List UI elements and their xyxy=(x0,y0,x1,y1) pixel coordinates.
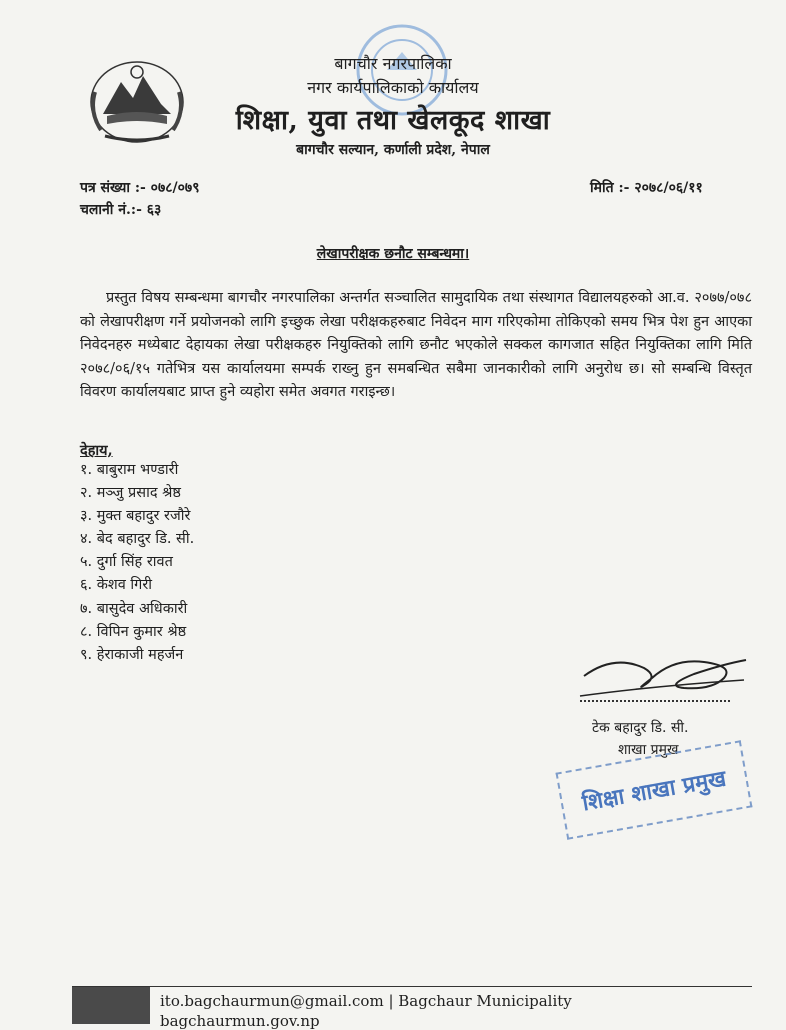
footer-website: bagchaurmun.gov.np xyxy=(160,1012,320,1030)
footer-contact: ito.bagchaurmun@gmail.com | Bagchaur Municipality xyxy=(160,992,572,1010)
list-item: ५. दुर्गा सिंह रावत xyxy=(80,554,173,571)
address: बागचौर सल्यान, कर्णाली प्रदेश, नेपाल xyxy=(296,142,490,158)
office-name: नगर कार्यपालिकाको कार्यालय xyxy=(307,78,479,97)
letter-date: मिति :- २०७८/०६/११ xyxy=(590,180,703,196)
list-item: ८. विपिन कुमार श्रेष्ठ xyxy=(80,623,187,640)
signature-line xyxy=(580,700,730,702)
list-item: ३. मुक्त बहादुर रजौरे xyxy=(80,508,191,525)
dispatch-number: चलानी नं.:- ६३ xyxy=(80,202,162,218)
footer-divider xyxy=(72,986,752,987)
list-item: २. मञ्जु प्रसाद श्रेष्ठ xyxy=(80,485,181,502)
auditor-list xyxy=(80,459,194,667)
stamp-text: शिक्षा शाखा प्रमुख xyxy=(580,765,729,817)
list-item: ४. बेद बहादुर डि. सी. xyxy=(80,531,195,548)
list-heading: देहाय, xyxy=(80,442,113,459)
subject-line: लेखापरीक्षक छनौट सम्बन्धमा। xyxy=(316,246,470,262)
handwritten-signature xyxy=(574,648,752,704)
list-item: ६. केशव गिरी xyxy=(80,577,153,594)
signer-name: टेक बहादुर डि. सी. xyxy=(592,720,689,736)
list-item: १. बाबुराम भण्डारी xyxy=(80,462,179,478)
letter-number: पत्र संख्या :- ०७८/०७९ xyxy=(80,180,200,196)
municipality-name: बागचौर नगरपालिका xyxy=(334,54,452,73)
list-item: ७. बासुदेव अधिकारी xyxy=(80,600,188,617)
letter-body: प्रस्तुत विषय सम्बन्धमा बागचौर नगरपालिका अन्तर्गत सञ्चालित सामुदायिक तथा संस्थागत विद्यालयहरुको आ.व. २०७७/०७८ को लेखापरीक्षण गर्ने प्रयोजनको लागि इच्छुक लेखा परीक्षकहरुबाट निवेदन माग गरिएकोमा तोकिएको समय भित्र पेश हुन आएका निवेदनहरु मध्येबाट देहायका लेखा परीक्षकहरु नियुक्तिको लागि छनौट भएकोले सक्कल कागजात सहित नियुक्तिका लागि मिति २०७८/०६/१५ गतेभित्र यस कार्यालयमा सम्पर्क राख्नु हुन समबन्धित सबैमा जानकारीको लागि अनुरोध छ। सो सम्बन्धि विस्तृत विवरण कार्यालयबाट प्राप्त हुने व्यहोरा समेत अवगत गराइन्छ। xyxy=(80,290,752,400)
list-item: ९. हेराकाजी महर्जन xyxy=(80,646,184,663)
footer-logo-block xyxy=(72,987,150,1024)
section-title: शिक्षा, युवा तथा खेलकूद शाखा xyxy=(235,105,551,136)
official-stamp xyxy=(556,740,753,840)
signer-role: शाखा प्रमुख xyxy=(618,742,679,758)
